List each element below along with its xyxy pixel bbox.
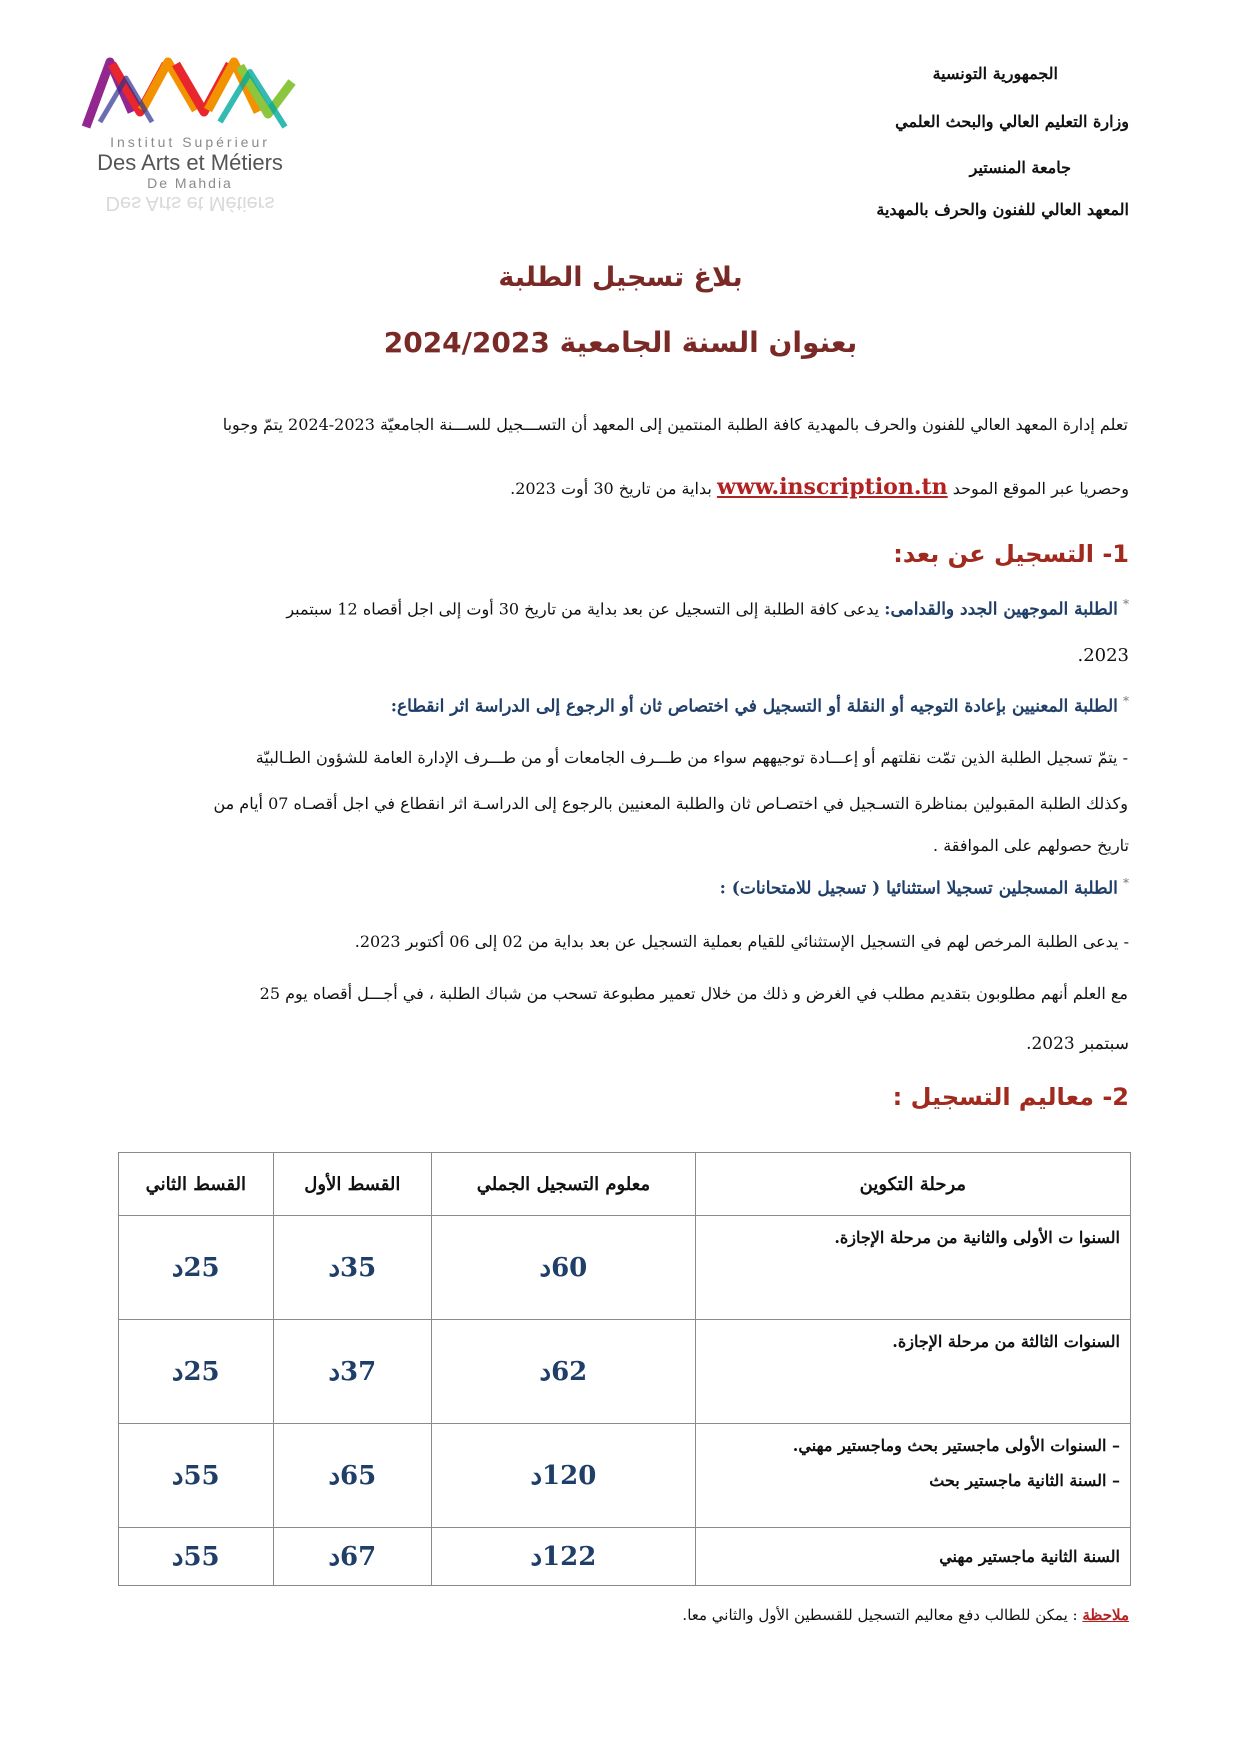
logo-text-line1: Institut Supérieur: [110, 134, 270, 150]
row-first: 35د: [273, 1216, 432, 1320]
sub2-line2: وكذلك الطلبة المقبولين بمناظرة التسـجيل في اختصـاص ثان والطلبة المعنيين بالرجوع إلى الدراسـة اثر انقطاع في اجل أقصـاه 07 أيام من: [213, 794, 1128, 813]
title-line2: بعنوان السنة الجامعية 2024/2023: [383, 326, 858, 359]
row-first: 37د: [273, 1320, 432, 1424]
bullet-star: *: [1123, 597, 1129, 611]
row-second: 55د: [119, 1424, 274, 1528]
row-total: 62د: [432, 1320, 696, 1424]
header-second: القسط الثاني: [119, 1153, 274, 1216]
sub2-label: الطلبة المعنيين بإعادة التوجيه أو النقلة أو التسجيل في اختصاص ثان أو الرجوع إلى الدراسة اثر انقطاع:: [390, 696, 1118, 717]
stage-text: السنة الثانية ماجستير مهني: [939, 1547, 1120, 1566]
sub3-line1: - يدعى الطلبة المرخص لهم في التسجيل الإستثنائي للقيام بعملية التسجيل عن بعد بداية من 02 إلى 06 أكتوبر 2023.: [354, 932, 1129, 951]
logo-text-line3: De Mahdia: [147, 175, 233, 191]
stage-text-2: – السنة الثانية ماجستير بحث: [929, 1471, 1120, 1490]
logo-text-line2: Des Arts et Métiers: [97, 150, 283, 175]
row-stage: [695, 1528, 1130, 1586]
bullet-star: *: [1123, 876, 1129, 890]
header-stage: مرحلة التكوين: [695, 1153, 1130, 1216]
institute-logo: [80, 52, 300, 222]
section1-sub3: [119, 876, 1129, 898]
inscription-link[interactable]: www.inscription.tn: [716, 474, 948, 500]
sub1-text: يدعى كافة الطلبة إلى التسجيل عن بعد بداية من تاريخ 30 أوت إلى اجل أقصاه 12 سبتمبر: [286, 599, 880, 619]
row-second: 25د: [119, 1216, 274, 1320]
intro-line2: [510, 474, 1129, 500]
header-institute: المعهد العالي للفنون والحرف بالمهدية: [876, 200, 1129, 219]
table-header-row: [119, 1153, 1131, 1216]
row-second: 25د: [119, 1320, 274, 1424]
header-first: القسط الأول: [273, 1153, 432, 1216]
row-stage: [695, 1320, 1130, 1424]
intro-line2-after: بداية من تاريخ 30 أوت 2023.: [510, 479, 712, 498]
sub3-line3: سبتمبر 2023.: [1026, 1034, 1129, 1054]
note-text: : يمكن للطالب دفع معاليم التسجيل للقسطين الأول والثاني معا.: [682, 1606, 1078, 1624]
row-stage: [695, 1424, 1130, 1528]
intro-line1: تعلم إدارة المعهد العالي للفنون والحرف بالمهدية كافة الطلبة المنتمين إلى المعهد أن التســـجيل للســـنة الجامعيّة 2023-2024 يتمّ وجوبا: [222, 415, 1128, 434]
row-stage: [695, 1216, 1130, 1320]
section1-sub2: [119, 694, 1129, 716]
row-total: 120د: [432, 1424, 696, 1528]
section1-sub1: [119, 597, 1129, 619]
stage-text: السنوات الثالثة من مرحلة الإجازة.: [892, 1332, 1120, 1351]
title-line1: بلاغ تسجيل الطلبة: [498, 262, 743, 293]
sub3-label: الطلبة المسجلين تسجيلا استثنائيا ( تسجيل للامتحانات) :: [719, 878, 1118, 899]
header-university: جامعة المنستير: [969, 158, 1071, 177]
sub1-text2: 2023.: [1077, 645, 1129, 666]
header-republic: الجمهورية التونسية: [932, 64, 1058, 83]
stage-text: السنوا ت الأولى والثانية من مرحلة الإجازة.: [834, 1228, 1120, 1247]
note-label: ملاحظة: [1082, 1606, 1129, 1624]
table-row: [119, 1216, 1131, 1320]
section1-heading: 1- التسجيل عن بعد:: [893, 540, 1129, 568]
row-second: 55د: [119, 1528, 274, 1586]
header-ministry: وزارة التعليم العالي والبحث العلمي: [895, 112, 1129, 131]
logo-mark: [80, 52, 300, 132]
sub2-line3: تاريخ حصولهم على الموافقة .: [933, 836, 1129, 855]
fees-table: [118, 1152, 1131, 1586]
table-row: [119, 1320, 1131, 1424]
intro-line2-before: وحصريا عبر الموقع الموحد: [952, 479, 1129, 498]
sub3-line2: مع العلم أنهم مطلوبون بتقديم مطلب في الغرض و ذلك من خلال تعمير مطبوعة تسحب من شباك الطلبة ، في أجـــل أقصاه يوم 25: [259, 984, 1128, 1003]
row-first: 65د: [273, 1424, 432, 1528]
row-total: 60د: [432, 1216, 696, 1320]
stage-text: – السنوات الأولى ماجستير بحث وماجستير مهني.: [792, 1436, 1120, 1455]
sub2-line1: - يتمّ تسجيل الطلبة الذين تمّت نقلتهم أو إعـــادة توجيههم سواء من طـــرف الجامعات أو من طـــرف الإدارة العامة للشؤون الطـالبيّة: [255, 748, 1128, 767]
section2-heading: 2- معاليم التسجيل :: [892, 1083, 1129, 1111]
row-total: 122د: [432, 1528, 696, 1586]
header-total: معلوم التسجيل الجملي: [432, 1153, 696, 1216]
logo-reflection: Des Arts et Métiers: [105, 192, 275, 214]
table-row: [119, 1528, 1131, 1586]
sub1-label: الطلبة الموجهين الجدد والقدامى:: [884, 599, 1118, 620]
table-row: [119, 1424, 1131, 1528]
bullet-star: *: [1123, 694, 1129, 708]
note: [682, 1606, 1129, 1624]
row-first: 67د: [273, 1528, 432, 1586]
